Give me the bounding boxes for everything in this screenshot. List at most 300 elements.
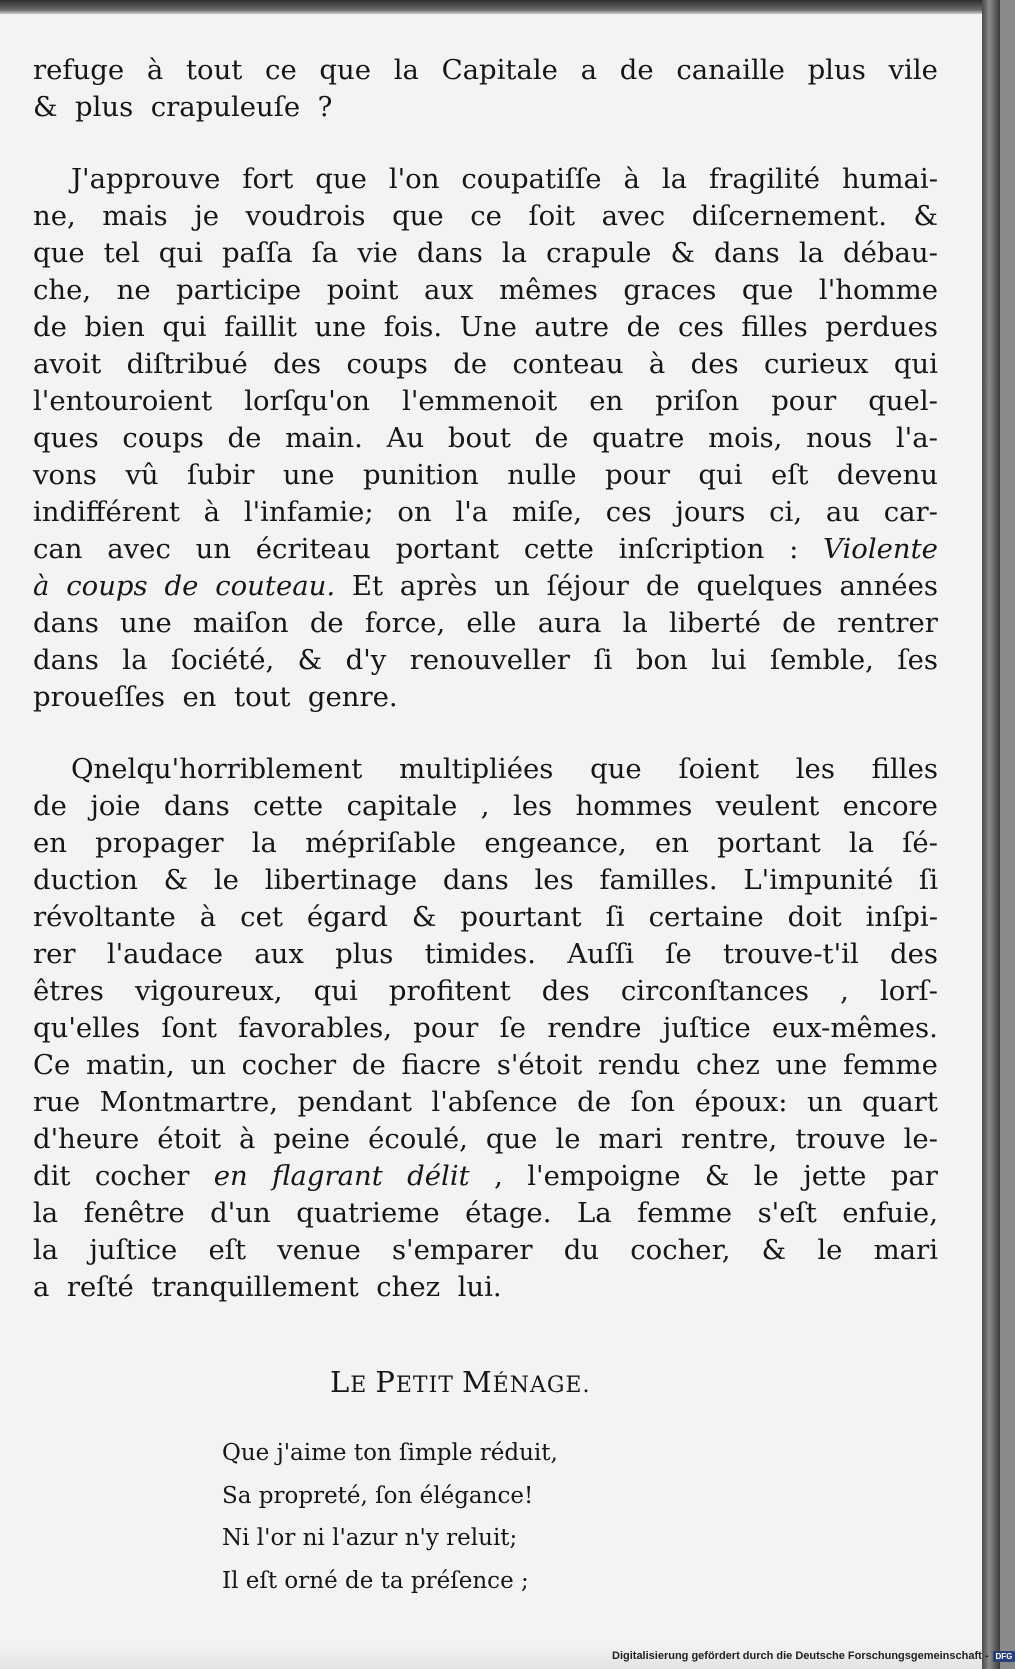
- word: que: [319, 54, 372, 86]
- word: jours: [675, 496, 746, 528]
- word: des: [541, 975, 590, 1007]
- word: de: [626, 311, 661, 343]
- word: la: [393, 54, 419, 86]
- word: en: [654, 827, 689, 859]
- word: bon: [635, 644, 688, 676]
- word: de: [33, 790, 67, 822]
- word: aux: [423, 274, 474, 306]
- word: la: [622, 607, 648, 639]
- word: inſpi-: [865, 901, 938, 933]
- word: coupatiſſe: [461, 163, 602, 195]
- word: profitent: [388, 975, 511, 1007]
- word: fenêtre: [83, 1197, 185, 1229]
- word: vons: [33, 459, 97, 491]
- dfg-logo: DFG: [993, 1651, 1015, 1662]
- word: point: [326, 274, 399, 306]
- text-line: [33, 1269, 938, 1306]
- word: les: [512, 790, 553, 822]
- word: trouve: [795, 1123, 886, 1155]
- word: bien: [84, 311, 145, 343]
- word: écriteau: [255, 533, 371, 565]
- paragraph: [33, 161, 938, 716]
- text-line: [33, 1047, 938, 1084]
- word: qui: [158, 237, 203, 269]
- word: égard: [306, 901, 388, 933]
- word: qui: [313, 975, 358, 1007]
- word: à: [623, 163, 640, 195]
- word: ,: [840, 975, 849, 1007]
- word: ſoient: [678, 753, 760, 785]
- word: vie: [357, 237, 398, 269]
- word: de: [645, 570, 680, 602]
- word: dans: [33, 644, 99, 676]
- text-line: [33, 1121, 938, 1158]
- word: cocher,: [630, 1234, 731, 1266]
- word: filles: [871, 753, 938, 785]
- word: une: [314, 311, 367, 343]
- word: tout: [234, 681, 291, 713]
- word: duction: [33, 864, 138, 896]
- word: can: [33, 533, 83, 565]
- text-line: [33, 1084, 938, 1121]
- word: conteau: [512, 348, 624, 380]
- text-line: [33, 605, 938, 642]
- word: plus: [807, 54, 866, 86]
- word: diſcernement.: [691, 200, 887, 232]
- word: inſcription: [618, 533, 765, 565]
- word: ſi: [919, 864, 938, 896]
- word: engeance,: [484, 827, 627, 859]
- word: ſi: [605, 901, 625, 933]
- word: pourtant: [460, 901, 582, 933]
- word: mari: [598, 1123, 663, 1155]
- verse-line: Sa propreté, ſon élégance!: [222, 1482, 534, 1509]
- word: un: [807, 1086, 843, 1118]
- word: portant: [717, 827, 821, 859]
- word: fort: [242, 163, 294, 195]
- text-line: [33, 751, 938, 788]
- word: une: [775, 1049, 828, 1081]
- word: liberté: [668, 607, 761, 639]
- word: Une: [459, 311, 517, 343]
- text-line: [33, 383, 938, 420]
- word: pendant: [297, 1086, 412, 1118]
- word: que: [590, 753, 642, 785]
- word: Et: [351, 570, 384, 602]
- word: ſe: [499, 1012, 527, 1044]
- word: vigoureux,: [134, 975, 283, 1007]
- word: vile: [888, 54, 938, 86]
- word: révoltante: [33, 901, 176, 933]
- poem-verse: [222, 1432, 782, 1602]
- word: paſſa: [221, 237, 293, 269]
- word: fois.: [383, 311, 443, 343]
- word: perdues: [825, 311, 938, 343]
- word: canaille: [676, 54, 785, 86]
- paragraph-gap: [33, 126, 938, 161]
- word: ſont: [161, 1012, 217, 1044]
- word: de: [534, 422, 569, 454]
- verse-line: Que j'aime ton ſimple réduit,: [222, 1440, 558, 1466]
- word: dit: [33, 1160, 71, 1192]
- word: la: [122, 644, 148, 676]
- word: &: [670, 237, 695, 269]
- word: crapuleuſe: [150, 91, 301, 123]
- word: des: [273, 348, 322, 380]
- word: le-: [903, 1123, 938, 1155]
- word: coups: [122, 422, 204, 454]
- word: indifférent: [33, 496, 180, 528]
- word: du: [563, 1234, 600, 1266]
- word: mais: [102, 200, 168, 232]
- digitization-credit: [612, 1650, 1013, 1662]
- word: crapule: [546, 237, 652, 269]
- word: pour: [413, 1012, 479, 1044]
- word: l'emmenoit: [402, 385, 558, 417]
- word: reſté: [66, 1271, 134, 1303]
- word: qui: [162, 311, 207, 343]
- word: chez: [376, 1271, 441, 1303]
- word: à: [146, 54, 164, 86]
- word: ce: [265, 54, 297, 86]
- text-line: [33, 1195, 938, 1232]
- paragraph: [33, 751, 938, 1306]
- word: une: [120, 607, 172, 639]
- word: car-: [883, 496, 938, 528]
- word: un: [190, 1049, 226, 1081]
- poem-title-rest-2: ETIT: [395, 1373, 462, 1398]
- word: dans: [416, 237, 483, 269]
- word: eux-mêmes.: [772, 1012, 938, 1044]
- word: qui: [893, 348, 938, 380]
- word: mépriſable: [305, 827, 457, 859]
- poem-title-rest-1: E: [350, 1373, 376, 1398]
- word: l'infamie;: [243, 496, 374, 528]
- word: dans: [713, 237, 780, 269]
- word: ſoit: [528, 200, 576, 232]
- word: que: [315, 163, 367, 195]
- word: la: [33, 1234, 59, 1266]
- word: de: [619, 54, 654, 86]
- word: l'audace: [106, 938, 223, 970]
- word: Capitale: [441, 54, 558, 86]
- word: portant: [395, 533, 500, 565]
- word: &: [761, 1234, 787, 1266]
- word: cet: [240, 901, 283, 933]
- word: années: [839, 570, 938, 602]
- word: par: [890, 1160, 938, 1192]
- word: qu'elles: [33, 1012, 141, 1044]
- word: &: [913, 200, 938, 232]
- body-text: [33, 52, 938, 1306]
- word: ſemble,: [769, 644, 874, 676]
- word: de: [351, 1049, 386, 1081]
- word: s'étoit: [496, 1049, 583, 1081]
- poem-title-initial-1: L: [330, 1365, 351, 1399]
- word: juſtice: [89, 1234, 178, 1266]
- word: participe: [176, 274, 302, 306]
- word: juſtice: [662, 1012, 751, 1044]
- word: époux:: [694, 1086, 788, 1118]
- paragraph: [33, 52, 938, 126]
- text-line: [33, 973, 938, 1010]
- word: nulle: [507, 459, 577, 491]
- word: elle: [466, 607, 517, 639]
- word: ces: [678, 311, 724, 343]
- word: jette: [803, 1160, 867, 1192]
- word: &: [297, 644, 323, 676]
- word: rentrer: [837, 607, 938, 639]
- word: avec: [601, 200, 666, 232]
- word: mois,: [708, 422, 783, 454]
- word: s'eſt: [757, 1197, 817, 1229]
- word: cocher: [94, 1160, 190, 1192]
- word: libertinage: [264, 864, 418, 896]
- word: vû: [125, 459, 159, 491]
- text-line: [33, 457, 938, 494]
- text-line: [33, 642, 938, 679]
- text-line: [33, 936, 938, 973]
- word: chez: [695, 1049, 760, 1081]
- word: force,: [364, 607, 446, 639]
- word: diſtribué: [126, 348, 248, 380]
- word: refuge: [33, 54, 125, 86]
- text-line: [33, 272, 938, 309]
- word: quelques: [696, 570, 823, 602]
- word: la: [251, 827, 277, 859]
- word: êtres: [33, 975, 104, 1007]
- word: ſa: [311, 237, 339, 269]
- word: ſociété,: [170, 644, 275, 676]
- text-line: [33, 198, 938, 235]
- word: l'homme: [818, 274, 938, 306]
- word: multipliées: [399, 753, 554, 785]
- word: quatre: [592, 422, 685, 454]
- word: ſe: [665, 938, 692, 970]
- word: flagrant: [272, 1160, 383, 1192]
- word: l'a: [455, 496, 489, 528]
- text-line: [33, 346, 938, 383]
- word: à: [648, 348, 666, 380]
- word: l'empoigne: [527, 1160, 681, 1192]
- word: proueſſes: [33, 681, 166, 713]
- word: que: [741, 274, 794, 306]
- word: joie: [90, 790, 141, 822]
- word: une: [282, 459, 335, 491]
- text-line: [33, 531, 938, 568]
- word: ſi: [593, 644, 613, 676]
- word: lui: [711, 644, 747, 676]
- word: ne: [116, 274, 151, 306]
- word: nous: [806, 422, 873, 454]
- word: &: [704, 1160, 730, 1192]
- word: &: [33, 91, 58, 123]
- word: d'y: [345, 644, 387, 676]
- word: renouveller: [409, 644, 570, 676]
- word: Montmartre,: [99, 1086, 278, 1118]
- poem-title-initial-2: P: [375, 1365, 396, 1399]
- word: à: [203, 496, 221, 528]
- word: curieux: [763, 348, 869, 380]
- poem-title-rest-3: ÉNAGE.: [492, 1373, 591, 1398]
- word: de: [33, 311, 67, 343]
- word: coups: [66, 570, 148, 602]
- word: pour: [771, 385, 837, 417]
- word: propager: [95, 827, 224, 859]
- word: de: [164, 570, 199, 602]
- word: de: [227, 422, 262, 454]
- word: l'entouroient: [33, 385, 213, 417]
- text-line: [33, 1010, 938, 1047]
- word: La: [576, 1197, 612, 1229]
- word: che,: [33, 274, 92, 306]
- word: des: [690, 348, 739, 380]
- word: genre.: [307, 681, 398, 713]
- word: a: [580, 54, 598, 86]
- word: aux: [254, 938, 304, 970]
- word: rentre,: [680, 1123, 778, 1155]
- word: circonſtances: [620, 975, 810, 1007]
- word: humai-: [842, 163, 938, 195]
- word: des: [890, 938, 938, 970]
- word: eſt: [208, 1234, 247, 1266]
- word: lui.: [457, 1271, 502, 1303]
- word: cette: [523, 533, 594, 565]
- word: bout: [447, 422, 511, 454]
- word: d'un: [210, 1197, 271, 1229]
- word: la: [661, 163, 688, 195]
- word: voudrois: [245, 200, 366, 232]
- word: ſon: [630, 1086, 676, 1118]
- word: les: [795, 753, 835, 785]
- word: débau-: [843, 237, 938, 269]
- word: fiacre: [401, 1049, 482, 1081]
- word: maiſon: [192, 607, 289, 639]
- word: tel: [103, 237, 140, 269]
- text-line: [33, 420, 938, 457]
- word: de: [453, 348, 488, 380]
- word: les: [534, 864, 574, 896]
- word: lorſ-: [879, 975, 938, 1007]
- word: je: [194, 200, 219, 232]
- word: le: [753, 1160, 779, 1192]
- text-line: [33, 679, 938, 716]
- word: mêmes: [499, 274, 598, 306]
- word: doit: [787, 901, 842, 933]
- text-line: [33, 825, 938, 862]
- word: peine: [273, 1123, 351, 1155]
- word: Au: [386, 422, 425, 454]
- word: cette: [253, 790, 324, 822]
- word: miſe,: [511, 496, 583, 528]
- poem-title: [330, 1365, 780, 1399]
- word: venue: [277, 1234, 361, 1266]
- word: mari: [873, 1234, 938, 1266]
- word: main.: [285, 422, 363, 454]
- word: de: [577, 1086, 612, 1118]
- word: ſes: [897, 644, 938, 676]
- word: rendre: [547, 1012, 642, 1044]
- word: &: [411, 901, 437, 933]
- word: Violente: [823, 533, 938, 565]
- word: écoulé,: [368, 1123, 468, 1155]
- word: plus: [74, 91, 134, 123]
- word: l'a-: [895, 422, 938, 454]
- word: :: [789, 533, 799, 565]
- word: ,: [494, 1160, 503, 1192]
- word: plus: [335, 938, 394, 970]
- word: la: [33, 1197, 59, 1229]
- text-line: [33, 161, 938, 198]
- word: timides.: [424, 938, 537, 970]
- word: le: [213, 864, 239, 896]
- word: filles: [741, 311, 808, 343]
- word: cocher: [241, 1049, 337, 1081]
- word: en: [213, 1160, 248, 1192]
- word: femme: [637, 1197, 733, 1229]
- word: s'emparer: [391, 1234, 533, 1266]
- word: pour: [604, 459, 671, 491]
- word: ſé-: [902, 827, 938, 859]
- word: ces: [605, 496, 652, 528]
- text-line: [33, 1232, 938, 1269]
- word: à: [33, 570, 50, 602]
- paragraph-gap: [33, 716, 938, 751]
- word: faillit: [224, 311, 297, 343]
- word: autre: [534, 311, 609, 343]
- word: avoit: [33, 348, 102, 380]
- text-line: [33, 568, 938, 605]
- word: un: [494, 570, 530, 602]
- word: ne,: [33, 200, 76, 232]
- word: ,: [480, 790, 490, 822]
- word: L'impunité: [743, 864, 894, 896]
- word: l'abſence: [431, 1086, 558, 1118]
- word: étage.: [465, 1197, 552, 1229]
- word: dans: [163, 790, 230, 822]
- word: aura: [537, 607, 602, 639]
- text-line: [33, 862, 938, 899]
- text-line: [33, 52, 938, 89]
- word: devenu: [836, 459, 938, 491]
- credit-text: Digitalisierung gefördert durch die Deutsche Forschungsgemeinschaft -: [612, 1650, 989, 1662]
- word: certaine: [648, 901, 764, 933]
- word: en: [33, 827, 67, 859]
- word: étoit: [157, 1123, 222, 1155]
- word: quel-: [868, 385, 938, 417]
- word: femme: [842, 1049, 938, 1081]
- word: à: [239, 1123, 256, 1155]
- word: au: [825, 496, 860, 528]
- scan-edge-top: [0, 0, 982, 14]
- word: Ce: [33, 1049, 71, 1081]
- word: enfuie,: [842, 1197, 938, 1229]
- verse-line: Il eſt orné de ta préſence ;: [222, 1567, 529, 1594]
- word: ques: [33, 422, 99, 454]
- word: ci,: [769, 496, 803, 528]
- word: fragilité: [709, 163, 821, 195]
- word: couteau.: [215, 570, 336, 602]
- word: en: [589, 385, 624, 417]
- word: tranquillement: [151, 1271, 359, 1303]
- text-line: [33, 1158, 938, 1195]
- scan-edge-right: [982, 0, 1000, 1669]
- poem-title-initial-3: M: [461, 1365, 493, 1399]
- word: en: [182, 681, 217, 713]
- word: rue: [33, 1086, 81, 1118]
- text-line: [33, 89, 938, 126]
- word: trouve-t'il: [722, 938, 859, 970]
